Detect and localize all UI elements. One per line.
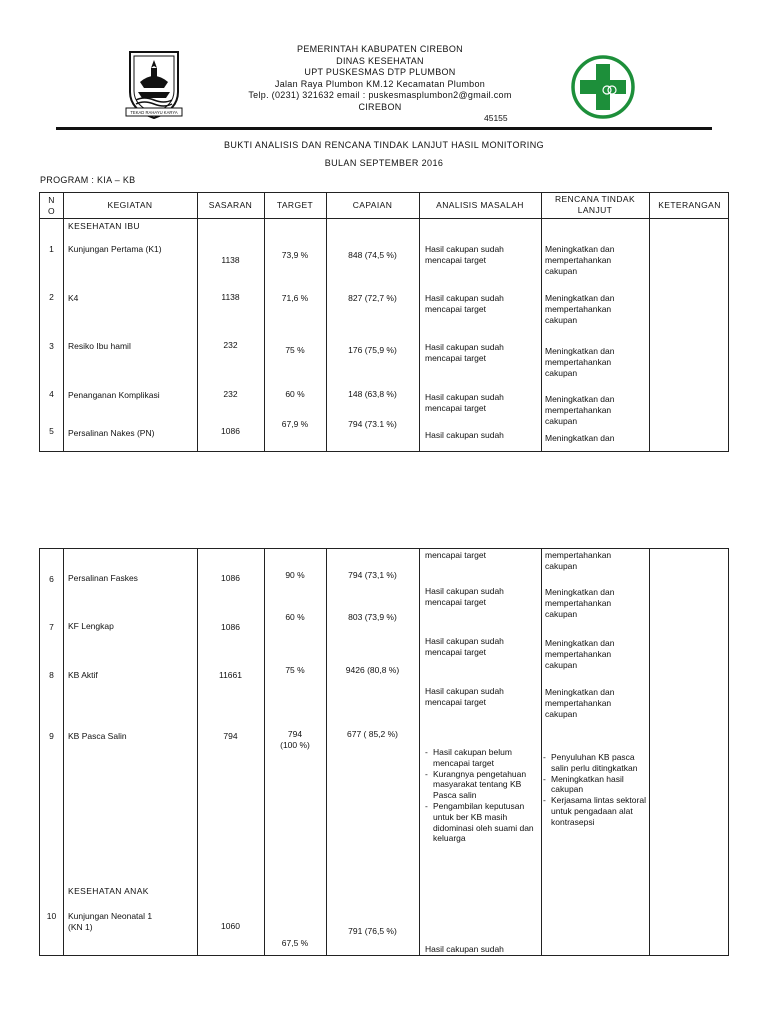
row-3-analisis: Hasil cakupan sudah mencapai target <box>425 342 504 363</box>
row-2-no: 2 <box>49 292 54 302</box>
row-7-sasaran: 1086 <box>221 622 240 632</box>
monitoring-table-part-1 <box>39 192 729 452</box>
row-2-analisis: Hasil cakupan sudah mencapai target <box>425 293 504 314</box>
row-1-kegiatan: Kunjungan Pertama (K1) <box>68 244 162 254</box>
row-5-rencana-cont: mempertahankan cakupan <box>545 550 612 571</box>
document-title: BUKTI ANALISIS DAN RENCANA TINDAK LANJUT HASIL MONITORING <box>223 140 545 150</box>
row-9-rencana-item: - Meningkatkan hasil cakupan <box>543 774 647 796</box>
row-9-analisis-item: - Pengambilan keputusan untuk ber KB masih didominasi oleh suami dan keluarga <box>425 801 537 844</box>
row-2-sasaran: 1138 <box>221 292 240 302</box>
row-10-capaian: 791 (76,5 %) <box>348 926 397 936</box>
row-7-capaian: 803 (73,9 %) <box>348 612 397 622</box>
letterhead-line-4: Jalan Raya Plumbon KM.12 Kecamatan Plumbon <box>274 78 486 89</box>
row-6-capaian: 794 (73,1 %) <box>348 570 397 580</box>
row-3-sasaran: 232 <box>223 340 238 350</box>
row-4-sasaran: 232 <box>223 389 238 399</box>
row-9-target: 794 (100 %) <box>280 729 310 750</box>
row-10-no: 10 <box>46 911 57 921</box>
row-8-rencana: Meningkatkan dan mempertahankan cakupan <box>545 687 615 719</box>
section-kesehatan-ibu: KESEHATAN IBU <box>68 221 140 231</box>
row-3-rencana: Meningkatkan dan mempertahankan cakupan <box>545 346 615 378</box>
emblem-ribbon-text: TEKAD RAHAYU KARYA <box>130 110 178 115</box>
row-2-capaian: 827 (72,7 %) <box>348 293 397 303</box>
header-sasaran: SASARAN <box>208 200 253 210</box>
row-1-no: 1 <box>49 244 54 254</box>
letterhead-text <box>200 44 560 113</box>
row-9-kegiatan: KB Pasca Salin <box>68 731 127 741</box>
row-9-no: 9 <box>49 731 54 741</box>
row-6-target: 90 % <box>285 570 305 580</box>
row-10-sasaran: 1060 <box>221 921 240 931</box>
row-6-rencana: Meningkatkan dan mempertahankan cakupan <box>545 587 615 619</box>
row-4-target: 60 % <box>285 389 305 399</box>
row-9-rencana-item: - Penyuluhan KB pasca salin perlu ditingkatkan <box>543 752 647 774</box>
row-1-capaian: 848 (74,5 %) <box>348 250 397 260</box>
header-capaian: CAPAIAN <box>352 200 393 210</box>
letterhead <box>0 40 768 130</box>
row-3-no: 3 <box>49 341 54 351</box>
letterhead-line-1: PEMERINTAH KABUPATEN CIREBON <box>297 44 463 54</box>
header-kegiatan: KEGIATAN <box>107 200 153 210</box>
row-9-sasaran: 794 <box>223 731 238 741</box>
row-6-analisis: Hasil cakupan sudah mencapai target <box>425 586 504 607</box>
row-4-rencana: Meningkatkan dan mempertahankan cakupan <box>545 394 615 426</box>
letterhead-line-6: CIREBON <box>358 101 402 112</box>
row-9-rencana-list <box>543 752 647 828</box>
program-label: PROGRAM : KIA – KB <box>40 175 136 185</box>
monitoring-table-part-2 <box>39 548 729 956</box>
postal-code: 45155 <box>484 113 508 123</box>
row-9-analisis-list <box>425 747 537 844</box>
header-keterangan: KETERANGAN <box>658 200 721 210</box>
row-2-target: 71,6 % <box>281 293 309 303</box>
header-rencana: RENCANA TINDAK LANJUT <box>554 194 636 215</box>
row-7-kegiatan: KF Lengkap <box>68 621 114 631</box>
row-8-target: 75 % <box>285 665 305 675</box>
row-1-target: 73,9 % <box>281 250 309 260</box>
row-5-rencana: Meningkatkan dan <box>545 433 615 443</box>
row-8-capaian: 9426 (80,8 %) <box>345 665 400 675</box>
puskesmas-cross-icon <box>570 54 636 120</box>
row-7-rencana: Meningkatkan dan mempertahankan cakupan <box>545 638 615 670</box>
row-7-no: 7 <box>49 622 54 632</box>
row-6-sasaran: 1086 <box>221 573 240 583</box>
letterhead-line-3: UPT PUSKESMAS DTP PLUMBON <box>304 67 456 77</box>
row-1-sasaran: 1138 <box>221 255 240 265</box>
row-5-kegiatan: Persalinan Nakes (PN) <box>68 428 155 438</box>
row-4-no: 4 <box>49 389 54 399</box>
row-8-no: 8 <box>49 670 54 680</box>
row-5-target: 67,9 % <box>281 419 309 429</box>
row-3-kegiatan: Resiko Ibu hamil <box>68 341 131 351</box>
row-9-capaian: 677 ( 85,2 %) <box>346 729 399 739</box>
row-5-no: 5 <box>49 426 54 436</box>
letterhead-divider <box>56 127 712 130</box>
row-9-analisis-item: - Hasil cakupan belum mencapai target <box>425 747 537 769</box>
row-10-kegiatan: Kunjungan Neonatal 1 (KN 1) <box>68 911 153 932</box>
section-kesehatan-anak: KESEHATAN ANAK <box>68 886 149 896</box>
row-8-sasaran: 11661 <box>218 670 242 680</box>
header-no: N O <box>47 195 55 216</box>
row-5-analisis-cont: mencapai target <box>425 550 486 560</box>
row-3-target: 75 % <box>285 345 305 355</box>
letterhead-line-2: DINAS KESEHATAN <box>336 55 424 66</box>
row-7-analisis: Hasil cakupan sudah mencapai target <box>425 636 504 657</box>
row-6-no: 6 <box>49 574 54 584</box>
row-9-rencana-item: - Kerjasama lintas sektoral untuk pengadaan alat kontrasepsi <box>543 795 647 827</box>
cirebon-emblem-icon <box>124 48 184 120</box>
row-9-analisis-item: - Kurangnya pengetahuan masyarakat tentang KB Pasca salin <box>425 769 537 801</box>
header-target: TARGET <box>276 200 314 210</box>
row-4-capaian: 148 (63,8 %) <box>348 389 397 399</box>
document-subtitle: BULAN SEPTEMBER 2016 <box>324 158 444 168</box>
row-4-kegiatan: Penanganan Komplikasi <box>68 390 160 400</box>
row-8-analisis: Hasil cakupan sudah mencapai target <box>425 686 504 707</box>
row-3-capaian: 176 (75,9 %) <box>348 345 397 355</box>
row-5-capaian: 794 (73.1 %) <box>348 419 397 429</box>
row-1-analisis: Hasil cakupan sudah mencapai target <box>425 244 504 265</box>
row-4-analisis: Hasil cakupan sudah mencapai target <box>425 392 504 413</box>
row-6-kegiatan: Persalinan Faskes <box>68 573 138 583</box>
row-8-kegiatan: KB Aktif <box>68 670 98 680</box>
row-5-analisis: Hasil cakupan sudah <box>425 430 504 440</box>
row-10-analisis: Hasil cakupan sudah <box>425 944 504 954</box>
letterhead-line-5: Telp. (0231) 321632 email : puskesmasplumbon2@gmail.com <box>248 90 512 100</box>
row-10-target: 67,5 % <box>281 938 309 948</box>
header-analisis: ANALISIS MASALAH <box>436 200 524 210</box>
row-7-target: 60 % <box>285 612 305 622</box>
row-2-kegiatan: K4 <box>68 293 79 303</box>
row-2-rencana: Meningkatkan dan mempertahankan cakupan <box>545 293 615 325</box>
row-1-rencana: Meningkatkan dan mempertahankan cakupan <box>545 244 615 276</box>
row-5-sasaran: 1086 <box>221 426 240 436</box>
